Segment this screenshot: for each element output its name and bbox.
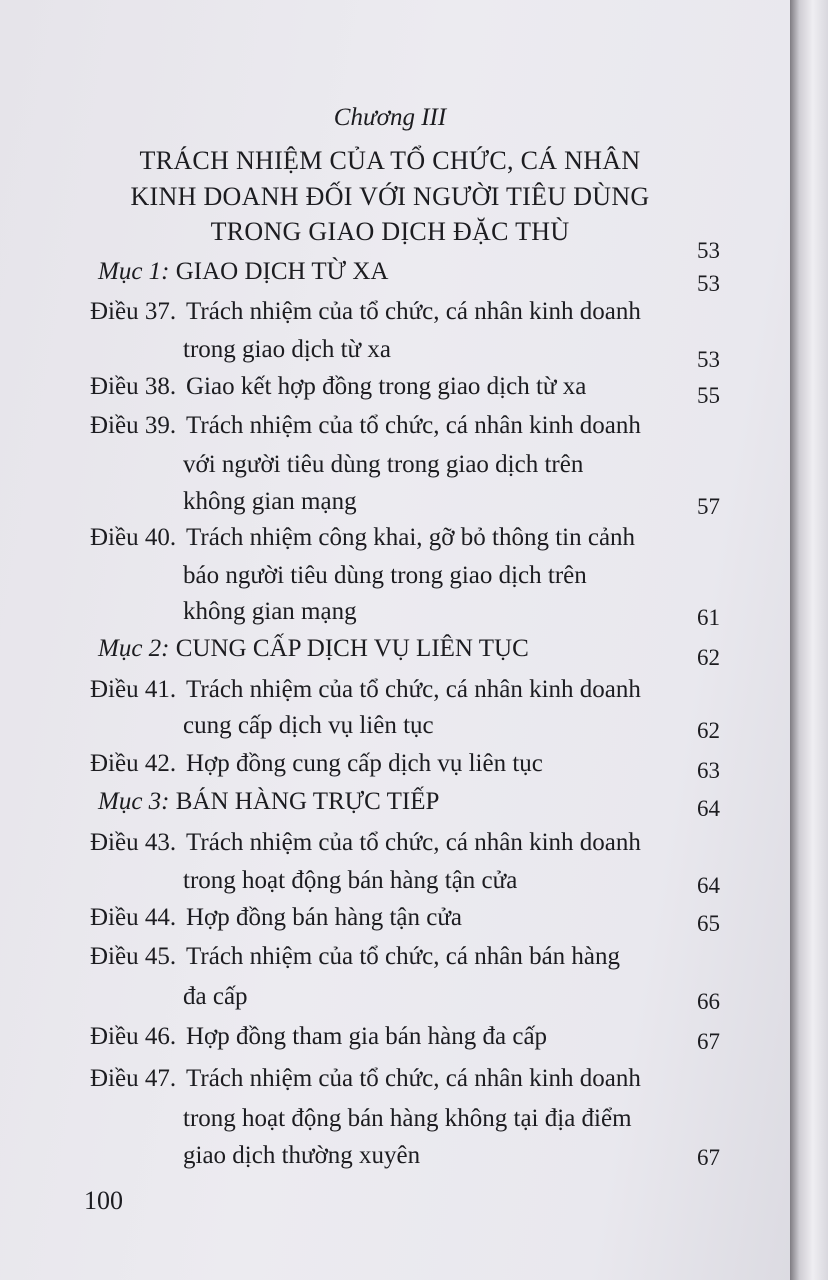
- article-title-line: không gian mạng: [183, 598, 357, 625]
- article-title-line: giao dịch thường xuyên: [183, 1142, 421, 1169]
- section-title: BÁN HÀNG TRỰC TIẾP: [175, 788, 440, 815]
- article-title-line: Trách nhiệm của tổ chức, cá nhân kinh doanh: [186, 412, 641, 439]
- article-title-line: trong giao dịch từ xa: [183, 336, 391, 363]
- chapter-title-line-1: TRÁCH NHIỆM CỦA TỔ CHỨC, CÁ NHÂN: [139, 146, 641, 175]
- article-label: Điều 39.: [90, 412, 177, 439]
- chapter-title-line-3: TRONG GIAO DỊCH ĐẶC THÙ: [210, 217, 570, 246]
- article-title-line: trong hoạt động bán hàng tận cửa: [183, 867, 518, 894]
- article-label: Điều 42.: [90, 750, 177, 777]
- entry-page-number: 61: [697, 605, 720, 630]
- article-title-line: báo người tiêu dùng trong giao dịch trên: [183, 562, 587, 589]
- article-label: Điều 47.: [90, 1065, 177, 1092]
- article-title-line: Trách nhiệm của tổ chức, cá nhân kinh doanh: [186, 1065, 641, 1092]
- page-stack-edge: [790, 0, 828, 1280]
- entry-page-number: 66: [697, 989, 720, 1014]
- chapter-label: Chương III: [333, 104, 447, 131]
- entry-page-number: 64: [697, 796, 720, 821]
- entry-page-number: 63: [697, 758, 720, 783]
- entry-page-number: 55: [697, 383, 720, 408]
- article-title-line: trong hoạt động bán hàng không tại địa điểm: [183, 1105, 632, 1132]
- article-label: Điều 46.: [90, 1023, 177, 1050]
- article-title-line: không gian mạng: [183, 488, 357, 515]
- entry-page-number: 65: [697, 911, 720, 936]
- chapter-title-line-2: KINH DOANH ĐỐI VỚI NGƯỜI TIÊU DÙNG: [130, 182, 650, 211]
- entry-page-number: 62: [697, 645, 720, 670]
- article-title-line: Hợp đồng tham gia bán hàng đa cấp: [186, 1023, 548, 1050]
- article-title-line: đa cấp: [183, 983, 248, 1010]
- section-heading: [98, 788, 439, 816]
- article-title-line: Trách nhiệm của tổ chức, cá nhân bán hàng: [186, 943, 621, 970]
- article-title-line: Trách nhiệm của tổ chức, cá nhân kinh doanh: [186, 829, 641, 856]
- article-label: Điều 45.: [90, 943, 177, 970]
- section-heading: [98, 635, 529, 663]
- article-title-line: cung cấp dịch vụ liên tục: [183, 712, 434, 739]
- entry-page-number: 53: [697, 271, 720, 296]
- section-label: Mục 3:: [98, 788, 170, 815]
- section-label: Mục 1:: [98, 258, 170, 285]
- article-title-line: Giao kết hợp đồng trong giao dịch từ xa: [186, 373, 587, 400]
- article-title-line: với người tiêu dùng trong giao dịch trên: [183, 451, 584, 478]
- section-title: CUNG CẤP DỊCH VỤ LIÊN TỤC: [175, 635, 529, 662]
- article-title-line: Trách nhiệm của tổ chức, cá nhân kinh doanh: [186, 676, 641, 703]
- article-title-line: Hợp đồng cung cấp dịch vụ liên tục: [186, 750, 543, 777]
- article-label: Điều 37.: [90, 298, 177, 325]
- entry-page-number: 53: [697, 347, 720, 372]
- entry-page-number: 57: [697, 494, 720, 519]
- entry-page-number: 67: [697, 1145, 720, 1170]
- chapter-page-number: 53: [697, 238, 720, 263]
- article-title-line: Trách nhiệm công khai, gỡ bỏ thông tin cảnh: [186, 524, 636, 551]
- article-label: Điều 43.: [90, 829, 177, 856]
- article-label: Điều 44.: [90, 904, 177, 931]
- section-heading: [98, 258, 388, 286]
- folio-page-number: 100: [84, 1186, 123, 1215]
- article-title-line: Hợp đồng bán hàng tận cửa: [186, 904, 463, 931]
- article-title-line: Trách nhiệm của tổ chức, cá nhân kinh doanh: [186, 298, 641, 325]
- section-title: GIAO DỊCH TỪ XA: [175, 258, 389, 285]
- article-label: Điều 38.: [90, 373, 177, 400]
- entry-page-number: 62: [697, 718, 720, 743]
- entry-page-number: 67: [697, 1029, 720, 1054]
- section-label: Mục 2:: [98, 635, 170, 662]
- article-label: Điều 41.: [90, 676, 177, 703]
- article-label: Điều 40.: [90, 524, 177, 551]
- entry-page-number: 64: [697, 873, 720, 898]
